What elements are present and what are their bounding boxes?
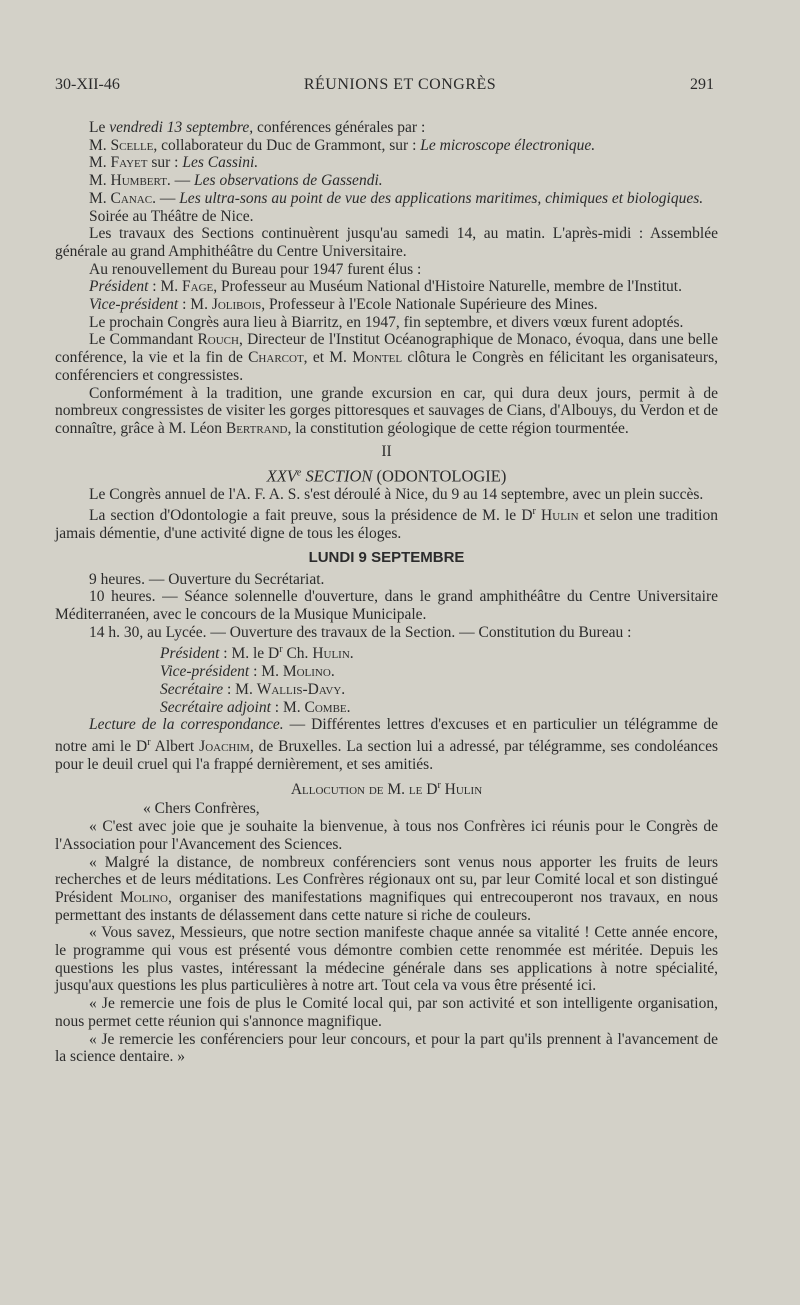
text-italic: Lecture de la correspondance.: [89, 716, 284, 734]
paragraph: Soirée au Théâtre de Nice.: [89, 207, 254, 225]
text: et selon une tradition jamais démentie, d'une activité digne de tous les éloges.: [55, 507, 718, 543]
superscript: r: [437, 779, 441, 791]
paragraph: [55, 154, 718, 172]
paragraph: « Je remercie les conférenciers pour leur concours, et pour la part qu'ils prennent à l'avancement de la science dentaire. »: [55, 1030, 718, 1066]
paragraph: Au renouvellement du Bureau pour 1947 furent élus :: [89, 260, 422, 278]
text: La section d'Odontologie a fait preuve, sous la présidence de M. le D: [89, 507, 533, 525]
list-item: [160, 699, 718, 717]
text: , organiser des manifestations magnifiques qui entrecouperont nos travaux, en nous permettant des instants de délassement dans cette nature si riche de couleurs.: [55, 888, 718, 924]
day-heading: LUNDI 9 SEPTEMBRE: [308, 548, 465, 566]
text: clôtura le Congrès en félicitant les organisateurs, conférenciers et congressistes.: [55, 349, 718, 384]
person-name: Wallis-Davy: [256, 680, 342, 698]
text-italic: XXV: [266, 466, 297, 486]
text: .: [341, 680, 346, 698]
text: Albert: [150, 738, 200, 756]
talk-title: Les ultra-sons au point de vue des applications maritimes, chimiques et biologiques.: [179, 189, 704, 207]
paragraph: Le Congrès annuel de l'A. F. A. S. s'est déroulé à Nice, du 9 au 14 septembre, avec un plein succès.: [89, 485, 704, 503]
text: : M.: [249, 663, 283, 681]
paragraph: [55, 190, 718, 208]
text: , de Bruxelles. La section lui a adressé, par télégramme, ses condoléances pour le deuil cruel qui l'a frappé dernièrement, et ses amitiés.: [55, 738, 718, 773]
running-header: [0, 76, 800, 100]
text: : M.: [223, 680, 257, 698]
paragraph: [55, 854, 718, 925]
paragraph: « Je remercie une fois de plus le Comité local qui, par son activité et son intelligente organisation, nous permet cette réunion qui s'annonce magnifique.: [55, 995, 718, 1030]
person-name: Rouch: [197, 331, 239, 349]
person-name: Combe: [304, 698, 347, 716]
paragraph: [55, 278, 718, 296]
person-name: Joachim: [199, 738, 250, 756]
paragraph: [55, 385, 718, 438]
allocution-heading: [55, 777, 718, 799]
bureau-list: [55, 641, 718, 716]
paragraph: [55, 296, 718, 314]
text-italic: SECTION: [301, 466, 373, 486]
paragraph: « C'est avec joie que je souhaite la bienvenue, à tous nos Confrères ici réunis pour le Congrès de l'Association pour l'Avancement des Sciences.: [55, 818, 718, 853]
text: sur :: [147, 154, 183, 172]
text: , Directeur de l'Institut Océanographique de Monaco, évoqua, dans une belle conférence, la vie et la fin de: [55, 331, 718, 367]
paragraph: [55, 119, 718, 137]
text: : M.: [148, 278, 182, 296]
text: Le Commandant: [89, 331, 198, 349]
text: M.: [89, 189, 111, 207]
paragraph: [55, 331, 718, 384]
header-title: RÉUNIONS ET CONGRÈS: [303, 76, 497, 93]
person-name: Fayet: [110, 154, 148, 172]
paragraph: [55, 716, 718, 773]
person-name: Humbert: [110, 172, 167, 190]
text-italic: vendredi 13 septembre,: [109, 119, 254, 136]
section-title: [55, 464, 718, 485]
list-item: [160, 681, 718, 699]
paragraph: [55, 503, 718, 543]
role-label: Secrétaire: [160, 680, 224, 698]
person-name: Bertrand: [225, 419, 288, 437]
text: .: [349, 645, 354, 663]
page-number: 291: [690, 76, 714, 93]
page-body: [55, 119, 718, 1066]
paragraph: « Vous savez, Messieurs, que notre section manifeste chaque année sa vitalité ! Cette année encore, le programme qui vous est présenté vous démontre combien cette renommée est méritée. Depuis les questions les plus vastes, intéressant la médecine générale dans ses applications à notre spécialité, jusqu'aux questions les plus particulières à notre art. Tout cela va vous être présenté ici.: [55, 924, 718, 995]
person-name: Montel: [352, 349, 403, 367]
person-name: Charcot: [248, 349, 304, 367]
text: , la constitution géologique de cette région tourmentée.: [287, 419, 629, 437]
superscript: r: [147, 737, 151, 749]
text: .: [346, 698, 351, 716]
person-name: Molino: [119, 888, 168, 906]
paragraph: [55, 137, 718, 155]
text: M.: [89, 136, 111, 154]
text: M.: [89, 172, 111, 190]
role-label: Vice-président: [89, 296, 179, 314]
text: .: [330, 663, 335, 681]
superscript: e: [296, 467, 302, 479]
person-name: Hulin: [440, 780, 483, 798]
text: : M.: [178, 296, 212, 314]
list-item: [160, 641, 718, 663]
text: Le: [89, 119, 110, 136]
text: . —: [166, 172, 195, 190]
text: M.: [89, 154, 111, 172]
paragraph: Le prochain Congrès aura lieu à Biarritz, en 1947, fin septembre, et divers vœux furent adoptés.: [89, 313, 684, 331]
text: — Différentes lettres d'excuses et en particulier un télégramme de notre ami le D: [55, 716, 719, 756]
person-name: Jolibois: [211, 296, 262, 314]
person-name: Scelle: [110, 136, 154, 154]
talk-title: Les Cassini.: [182, 154, 259, 172]
text: (ODONTOLOGIE): [372, 466, 507, 486]
talk-title: Le microscope électronique.: [420, 136, 596, 154]
salutation: « Chers Confrères,: [143, 800, 260, 818]
paragraph: 9 heures. — Ouverture du Secrétariat.: [89, 570, 325, 588]
text: : M. le D: [219, 645, 280, 663]
paragraph: Les travaux des Sections continuèrent jusqu'au samedi 14, au matin. L'après-midi : Assemblée générale au grand Amphithéâtre du Centre Universitaire.: [55, 225, 718, 260]
role-label: Président: [89, 278, 149, 296]
text: . —: [152, 189, 180, 207]
text: Conformément à la tradition, une grande excursion en car, qui dura deux jours, permit à de nombreux congressistes de visiter les gorges pittoresques et sauvages de Cians, d'Albouys, du Verdon et de connaître, grâce à M. Léon: [55, 384, 719, 437]
person-name: Canac: [110, 189, 153, 207]
talk-title: Les observations de Gassendi.: [194, 172, 383, 190]
person-name: Molino: [282, 663, 331, 681]
text: : M.: [270, 698, 305, 716]
person-name: Hulin: [535, 507, 579, 525]
superscript: r: [279, 644, 283, 656]
role-label: Vice-président: [160, 663, 250, 681]
text: Ch.: [282, 645, 313, 663]
header-date: 30-XII-46: [55, 76, 120, 93]
section-number: II: [381, 442, 392, 460]
text: , Professeur au Muséum National d'Histoire Naturelle, membre de l'Institut.: [213, 278, 682, 296]
text: , Professeur à l'Ecole Nationale Supérieure des Mines.: [261, 296, 598, 314]
text: « Malgré la distance, de nombreux conférenciers sont venus nous apporter les fruits de leurs recherches et de leurs méditations. Les Confrères régionaux ont su, par leur Comité local et son distingué Président: [55, 853, 718, 906]
text: Allocution de M. le D: [290, 780, 438, 798]
paragraph: [55, 172, 718, 190]
role-label: Secrétaire adjoint: [160, 698, 271, 716]
paragraph: 14 h. 30, au Lycée. — Ouverture des travaux de la Section. — Constitution du Bureau :: [89, 623, 632, 641]
role-label: Président: [160, 645, 220, 663]
person-name: Fage: [182, 278, 214, 296]
text: , collaborateur du Duc de Grammont, sur :: [153, 136, 421, 154]
text: conférences générales par :: [253, 119, 426, 136]
paragraph: 10 heures. — Séance solennelle d'ouverture, dans le grand amphithéâtre du Centre Universitaire Méditerranéen, avec le concours de la Musique Municipale.: [55, 588, 718, 623]
person-name: Hulin: [312, 645, 350, 663]
text: , et M.: [303, 349, 353, 367]
superscript: r: [532, 506, 536, 518]
list-item: [160, 663, 718, 681]
